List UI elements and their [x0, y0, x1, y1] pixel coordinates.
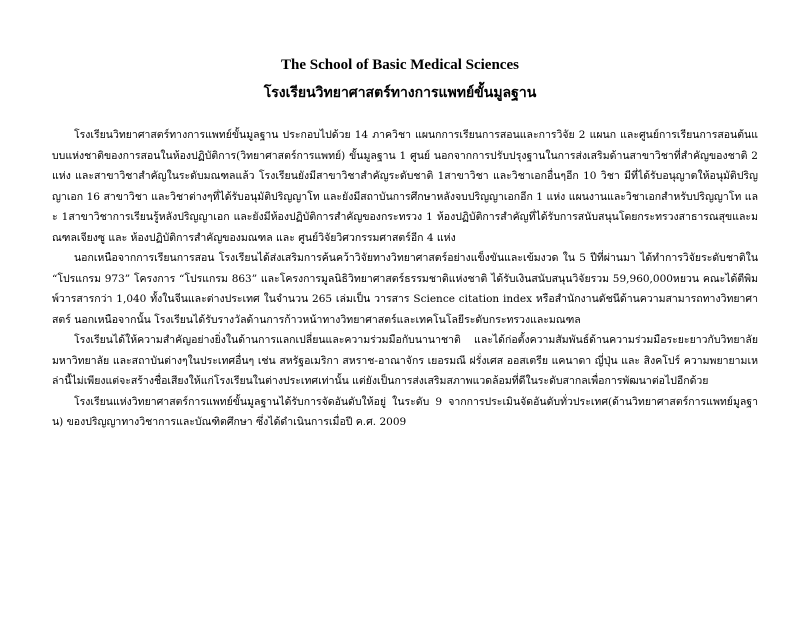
thai-title: โรงเรียนวิทยาศาสตร์ทางการแพทย์ขั้นมูลฐาน — [263, 85, 537, 101]
english-title: The School of Basic Medical Sciences — [281, 57, 519, 73]
paragraph-departments: โรงเรียนวิทยาศาสตร์ทางการแพทย์ขั้นมูลฐาน ประกอบไปด้วย 14 ภาควิชา แผนกการเรียนการสอนและการวิจัย 2 แผนก และศูนย์การเรียนการสอนต้นแบบแห่งชาติของการสอนในห้องปฏิบัติการ(วิทยาศาสตร์การแพทย์) ขั้นมูลฐาน 1 ศูนย์ นอกจากการปรับปรุงฐานในการส่งเสริมด้านสาขาวิชาที่สำคัญของชาติ 2 แห่ง และสาขาวิชาสำคัญในระดับมณฑลแล้ว โรงเรียนยังมีสาขาวิชาสำคัญระดับชาติ 1สาขาวิชา และวิชาเอกอื่นๆอีก 10 วิชา มีที่ได้รับอนุญาตให้อนุมัติปริญญาเอก 16 สาขาวิชา และวิชาต่างๆที่ได้รับอนุมัติปริญญาโท และยังมีสถาบันการศึกษาหลังจบปริญญาเอกอีก 1 แห่ง แผนงานและวิชาเอกสำหรับปริญญาโท และ 1สาขาวิชาการเรียนรู้หลังปริญญาเอก และยังมีห้องปฏิบัติการสำคัญของกระทรวง 1 ห้องปฏิบัติการสำคัญที่ได้รับการสนับสนุนโดยกระทรวงสาธารณสุขและมณฑลเจียงซู และ ห้องปฏิบัติการสำคัญของมณฑล และ ศูนย์วิจัยวิศวกรรมศาสตร์อีก 4 แห่ง — [52, 129, 758, 244]
paragraph-international-cooperation: โรงเรียนได้ให้ความสำคัญอย่างยิ่งในด้านการแลกเปลี่ยนและความร่วมมือกับนานาชาติ และได้ก่อตั้งความสัมพันธ์ด้านความร่วมมือระยะยาวกับวิทยาลัย มหาวิทยาลัย และสถาบันต่างๆในประเทศอื่นๆ เช่น สหรัฐอเมริกา สหราช-อาณาจักร เยอรมณี ฝรั่งเศส ออสเตรีย แคนาดา ญี่ปุ่น และ สิงคโปร์ ความพยายามเหล่านี้ไม่เพียงแต่จะสร้างชื่อเสียงให้แก่โรงเรียนในต่างประเทศเท่านั้น แต่ยังเป็นการส่งเสริมสภาพแวดล้อมที่ดีในระดับสากลเพื่อการพัฒนาต่อไปอีกด้วย — [52, 334, 758, 387]
paragraph-ranking: โรงเรียนแห่งวิทยาศาสตร์การแพทย์ขั้นมูลฐานได้รับการจัดอันดับให้อยู่ ในระดับ 9 จากการประเมินจัดอันดับทั่วประเทศ(ด้านวิทยาศาสตร์การแพทย์มูลฐาน) ของปริญญาทางวิชาการและบัณฑิตศึกษา ซึ่งได้ดำเนินการเมื่อปี ค.ศ. 2009 — [52, 395, 758, 428]
paragraph-research: นอกเหนือจากการเรียนการสอน โรงเรียนได้ส่งเสริมการค้นคว้าวิจัยทางวิทยาศาสตร์อย่างแข็งขันและเข้มงวด ใน 5 ปีที่ผ่านมา ได้ทำการวิจัยระดับชาติใน “โปรแกรม 973” โครงการ “โปรแกรม 863” และโครงการมูลนิธิวิทยาศาสตร์ธรรมชาติแห่งชาติ ได้รับเงินสนับสนุนวิจัยรวม 59,960,000หยวน คณะได้ตีพิมพ์วารสารกว่า 1,040 ทั้งในจีนและต่างประเทศ ในจำนวน 265 เล่มเป็น วารสาร Science citation index หรือสำนักงานดัชนีด้านความสามารถทางวิทยาศาสตร์ นอกเหนือจากนั้น โรงเรียนได้รับรางวัลด้านการก้าวหน้าทางวิทยาศาสตร์และเทคโนโลยีระดับกระทรวงและมณฑล — [52, 252, 758, 326]
document-body — [52, 125, 758, 433]
